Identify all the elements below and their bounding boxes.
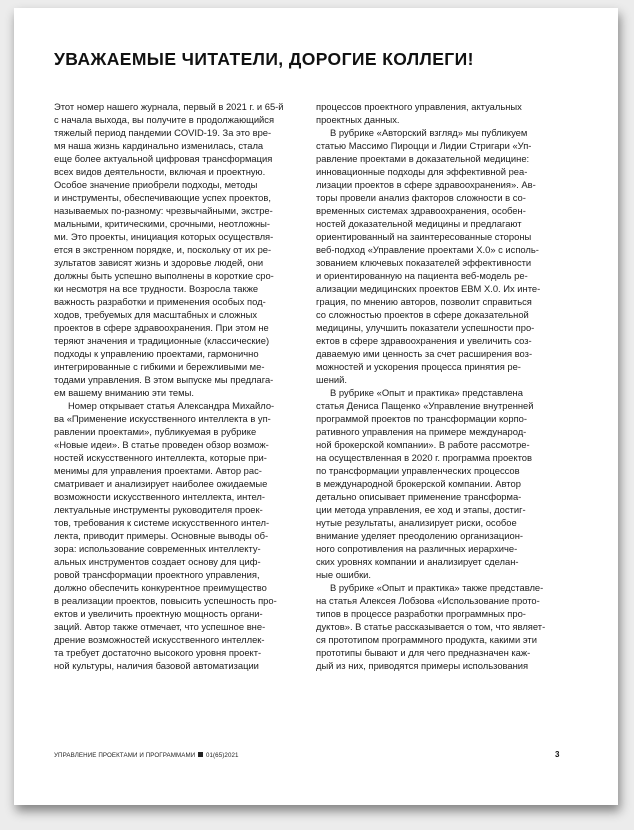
page-number: 3	[555, 750, 560, 759]
paragraph: Номер открывает статья Александра Михайло- ва «Применение искусственного интеллекта в уп- равлении проектами», публикуемая в рубрике «Новые идеи». В статье проведен обзор возмож- ностей искусственного интеллекта, которые при- менимы для управления проектами. Автор рас- сматривает и анализирует наиболее ожидаемые возможности искусственного интеллекта, интел- лектуальные инструменты руководителя проек- тов, требования к системе искусственного интел- лекта, приводит примеры. Основные выводы об- зора: использование современных интеллекту- альных инструментов создает основу для циф- ровой трансформации проектного управления, должно обеспечить конкурентное преимущество в реализации проектов, повысить успешность про- ектов и увеличить проектную мощность органи- заций. Автор также отмечает, что успешное вне- дрение возможностей искусственного интеллек- та требует достаточно высокого уровня проект- ной культуры, наличия базовой автоматизации	[54, 400, 277, 671]
paragraph: В рубрике «Опыт и практика» представлена статья Дениса Пащенко «Управление внутренней программой проектов по трансформации корпо- ративного управления на примере международ- ной брокерской компании». В работе рассмотре- на осуществленная в 2020 г. программа проектов по трансформации управленческих процессов в международной брокерской компании. Автор детально описывает применение трансформа- ции метода управления, ее ход и этапы, достиг- нутые результаты, анализирует риски, особое внимание уделяет преодолению организацион- ного сопротивления на различных иерархиче- ских уровнях компании и анализирует сделан- ные ошибки.	[316, 387, 534, 580]
page-title: УВАЖАЕМЫЕ ЧИТАТЕЛИ, ДОРОГИЕ КОЛЛЕГИ!	[54, 49, 474, 69]
square-separator-icon	[198, 752, 203, 757]
paragraph: процессов проектного управления, актуальных проектных данных.	[316, 101, 522, 125]
journal-page	[14, 8, 618, 805]
issue-number: 01(65)2021	[205, 752, 239, 759]
journal-name: УПРАВЛЕНИЕ ПРОЕКТАМИ И ПРОГРАММАМИ	[54, 752, 196, 759]
paragraph: В рубрике «Опыт и практика» также представле- на статья Алексея Лобзова «Использование прото- типов в процессе разработки программных про- дуктов». В статье рассказывается о том, что являет- ся прототипом программного продукта, какими эти прототипы бывают и для чего предназначен каж- дый из них, приводятся примеры использования	[316, 582, 546, 671]
text-column-left	[54, 100, 304, 672]
paragraph: Этот номер нашего журнала, первый в 2021 г. и 65-й с начала выхода, вы получите в продолжающийся тяжелый период пандемии COVID-19. За это вре- мя наша жизнь кардинально изменилась, стала еще более актуальной цифровая трансформация всех видов деятельности, включая и проектную. Особое значение приобрели подходы, методы и инструменты, обеспечивающие успех проектов, называемых по-разному: чрезвычайными, экстре- мальными, критическими, срочными, неотложны- ми. Это проекты, инициация которых осуществля- ется в экстренном порядке, и, поскольку от их ре- зультатов зависят жизнь и здоровье людей, они должны быть успешно выполнены в короткие сро- ки несмотря на все трудности. Возросла также важность разработки и применения особых под- ходов, требуемых для масштабных и сложных проектов в сфере здравоохранения. При этом не теряют значения и традиционные (классические) подходы к управлению проектами, гармонично интегрированные с гибкими и бережливыми ме- тодами управления. В этом выпуске мы предлага- ем вашему вниманию эти темы.	[54, 101, 284, 398]
text-column-right	[316, 100, 566, 672]
paragraph: В рубрике «Авторский взгляд» мы публикуем статью Массимо Пироцци и Лидии Стригари «Уп- равление проектами в доказательной медицине: инновационные подходы для эффективной реа- лизации проектов в сфере здравоохранения». Ав- торы провели анализ факторов сложности в со- временных системах здравоохранения, особен- ностей доказательной медицины и предлагают ориентированный на заинтересованные стороны веб-подход «Управление проектами X.0» с исполь- зованием ключевых показателей эффективности и ориентированную на пациента веб-модель ре- ализации медицинских проектов EBM X.0. Их инте- грация, по мнению авторов, позволит справиться со сложностью проектов в сфере доказательной медицины, улучшить показатели успешности про- ектов в сфере здравоохранения и увеличить соз- даваемую ими ценность за счет расширения воз- можностей и ускорения процесса принятия ре- шений.	[316, 127, 541, 385]
running-footer	[54, 752, 239, 759]
